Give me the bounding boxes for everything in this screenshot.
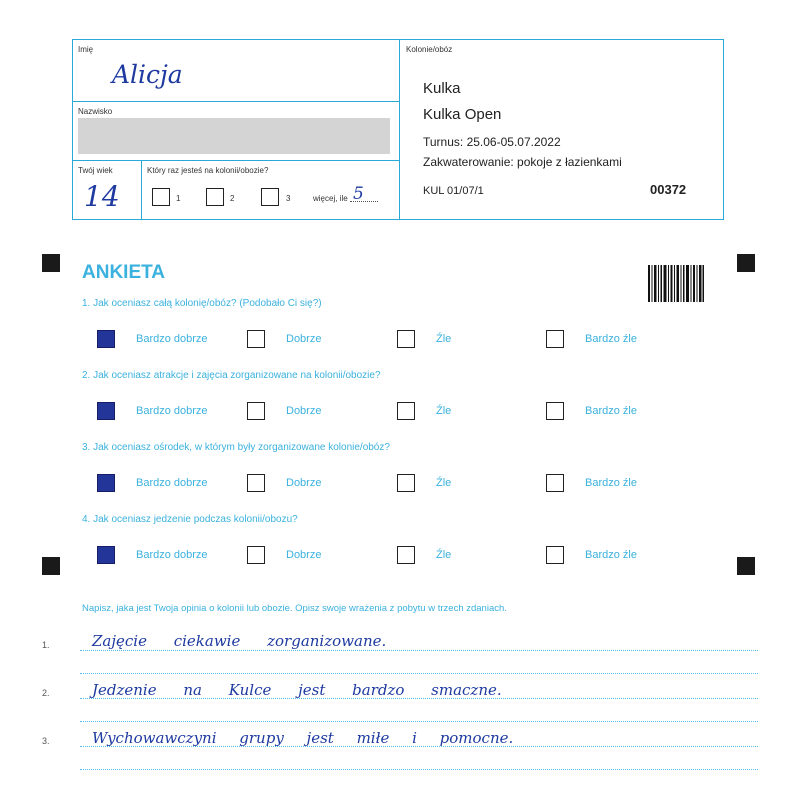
- camp-accommodation: Zakwaterowanie: pokoje z łazienkami: [423, 155, 622, 169]
- q3-rating-label-3: Źle: [436, 477, 452, 489]
- q4-rating-checkbox-3[interactable]: [397, 546, 415, 564]
- q2-rating-checkbox-3[interactable]: [397, 402, 415, 420]
- age-value: 14: [84, 180, 120, 213]
- q4-rating-label-4: Bardzo źle: [585, 549, 637, 561]
- opinion-line-1[interactable]: [80, 650, 758, 651]
- times-checkbox-3[interactable]: [261, 188, 279, 206]
- opinion-text-3: Wychowawczyni grupy jest miłe i pomocne.: [92, 729, 514, 747]
- camp-number: 00372: [650, 182, 687, 197]
- q2-rating-label-1: Bardzo dobrze: [136, 405, 208, 417]
- opinion-line-number-2: 2.: [42, 688, 50, 698]
- camp-name: Kulka: [423, 80, 461, 97]
- q3-rating-label-1: Bardzo dobrze: [136, 477, 208, 489]
- camp-program: Kulka Open: [423, 106, 502, 123]
- camp-label: Kolonie/obóz: [406, 45, 453, 54]
- q2-rating-label-4: Bardzo źle: [585, 405, 637, 417]
- q2-rating-label-3: Źle: [436, 405, 452, 417]
- opinion-line-number-3: 3.: [42, 736, 50, 746]
- surname-label: Nazwisko: [78, 107, 113, 116]
- q1-rating-checkbox-2[interactable]: [247, 330, 265, 348]
- opinion-text-1: Zajęcie ciekawie zorganizowane.: [92, 632, 387, 650]
- q1-rating-checkbox-1[interactable]: [97, 330, 115, 348]
- q1-rating-label-3: Źle: [436, 333, 452, 345]
- times-option-3: 3: [286, 194, 291, 203]
- q3-rating-label-2: Dobrze: [286, 477, 322, 489]
- q4-rating-checkbox-4[interactable]: [546, 546, 564, 564]
- alignment-marker-bottom-right: [737, 557, 755, 575]
- q4-rating-label-3: Źle: [436, 549, 452, 561]
- q1-rating-checkbox-3[interactable]: [397, 330, 415, 348]
- q3-rating-label-4: Bardzo źle: [585, 477, 637, 489]
- q4-rating-checkbox-2[interactable]: [247, 546, 265, 564]
- q2-rating-checkbox-1[interactable]: [97, 402, 115, 420]
- question-3: 3. Jak oceniasz ośrodek, w którym były zorganizowane kolonie/obóz?: [82, 442, 390, 453]
- q2-rating-checkbox-4[interactable]: [546, 402, 564, 420]
- q1-rating-label-1: Bardzo dobrze: [136, 333, 208, 345]
- q3-rating-checkbox-4[interactable]: [546, 474, 564, 492]
- times-more-label: więcej, ile: [313, 194, 348, 203]
- survey-title: ANKIETA: [82, 262, 166, 283]
- q1-rating-label-4: Bardzo źle: [585, 333, 637, 345]
- question-4: 4. Jak oceniasz jedzenie podczas kolonii/obozu?: [82, 514, 298, 525]
- times-checkbox-1[interactable]: [152, 188, 170, 206]
- q1-rating-label-2: Dobrze: [286, 333, 322, 345]
- alignment-marker-top-left: [42, 254, 60, 272]
- barcode-icon: [648, 265, 704, 302]
- opinion-line-number-1: 1.: [42, 640, 50, 650]
- age-label: Twój wiek: [78, 166, 113, 175]
- surname-redaction: [78, 118, 390, 154]
- q1-rating-checkbox-4[interactable]: [546, 330, 564, 348]
- alignment-marker-bottom-left: [42, 557, 60, 575]
- q2-rating-checkbox-2[interactable]: [247, 402, 265, 420]
- q3-rating-checkbox-3[interactable]: [397, 474, 415, 492]
- q4-rating-checkbox-1[interactable]: [97, 546, 115, 564]
- opinion-line-3b: [80, 769, 758, 770]
- name-label: Imię: [78, 45, 94, 54]
- question-1: 1. Jak oceniasz całą kolonię/obóz? (Podobało Ci się?): [82, 298, 322, 309]
- opinion-line-1b: [80, 673, 758, 674]
- camp-code: KUL 01/07/1: [423, 185, 484, 197]
- opinion-line-2b: [80, 721, 758, 722]
- q4-rating-label-2: Dobrze: [286, 549, 322, 561]
- q3-rating-checkbox-1[interactable]: [97, 474, 115, 492]
- opinion-text-2: Jedzenie na Kulce jest bardzo smaczne.: [92, 681, 502, 699]
- camp-turnus: Turnus: 25.06-05.07.2022: [423, 135, 561, 149]
- opinion-prompt: Napisz, jaka jest Twoja opinia o kolonii lub obozie. Opisz swoje wrażenia z pobytu w trzech zdaniach.: [82, 603, 507, 614]
- times-option-1: 1: [176, 194, 181, 203]
- alignment-marker-top-right: [737, 254, 755, 272]
- times-more-value: 5: [353, 184, 364, 204]
- question-2: 2. Jak oceniasz atrakcje i zajęcia zorganizowane na kolonii/obozie?: [82, 370, 381, 381]
- name-value: Alicja: [112, 60, 183, 89]
- times-label: Który raz jesteś na kolonii/obozie?: [147, 166, 269, 175]
- times-option-2: 2: [230, 194, 235, 203]
- times-checkbox-2[interactable]: [206, 188, 224, 206]
- q2-rating-label-2: Dobrze: [286, 405, 322, 417]
- q4-rating-label-1: Bardzo dobrze: [136, 549, 208, 561]
- q3-rating-checkbox-2[interactable]: [247, 474, 265, 492]
